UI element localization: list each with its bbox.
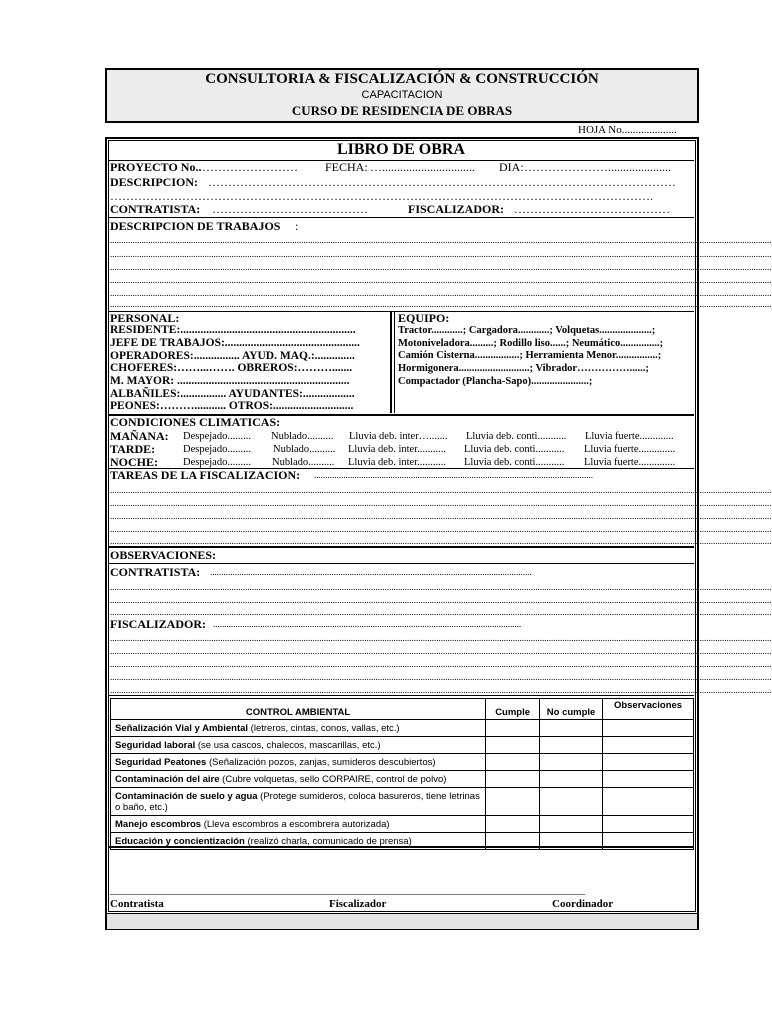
no-cumple-cell[interactable] (540, 737, 603, 754)
control-item-detail: (Protege sumideros, coloca basureros, tiene letrinas o baño, etc.) (115, 790, 480, 813)
clima-row-label: TARDE: (110, 442, 156, 456)
header-title: CONSULTORIA & FISCALIZACIÓN & CONSTRUCCIÓN (205, 71, 599, 87)
header-course: CURSO DE RESIDENCIA DE OBRAS (291, 103, 513, 118)
trabajos-line[interactable]: ...................................................................................................................................................................................................................................................................................................... (110, 249, 772, 259)
personal-row[interactable]: RESIDENTE:............................................................. (110, 324, 356, 336)
cumple-cell[interactable] (486, 737, 540, 754)
contratista-value[interactable]: ………………………………… (212, 202, 368, 216)
clima-option[interactable]: Lluvia deb. conti........... (464, 444, 565, 455)
cumple-cell[interactable] (486, 816, 540, 833)
observaciones-cell[interactable] (603, 720, 694, 737)
control-item-detail: (Señalización pozos, zanjas, sumideros descubiertos) (206, 756, 436, 768)
trabajos-line[interactable]: ...................................................................................................................................................................................................................................................................................................... (110, 288, 772, 298)
equipo-row[interactable]: Tractor............; Cargadora............; Volquetas....................; (398, 325, 656, 336)
tareas-line[interactable]: ...................................................................................................................................................................................................................................................................................................... (110, 536, 772, 546)
no-cumple-header: No cumple (540, 699, 603, 720)
obs-fiscalizador-line[interactable]: ...................................................................................................................................................................................................................................................................................................... (110, 633, 772, 643)
trabajos-line[interactable]: ...................................................................................................................................................................................................................................................................................................... (110, 299, 772, 309)
control-ambiental-table (110, 698, 694, 850)
observaciones-header: Observaciones (603, 699, 694, 720)
trabajos-line[interactable]: ...................................................................................................................................................................................................................................................................................................... (110, 235, 772, 245)
dia-value[interactable]: …………………..................... (524, 160, 671, 174)
trabajos-label: DESCRIPCION DE TRABAJOS (110, 219, 281, 233)
clima-row-label: NOCHE: (110, 455, 158, 469)
proyecto-value[interactable]: …………………… (202, 160, 298, 174)
header-subtitle: CAPACITACION (361, 89, 443, 101)
personal-row[interactable]: PEONES:………........... OTROS:............................ (110, 400, 354, 412)
control-row (111, 737, 694, 754)
tareas-line[interactable]: ...................................................................................................................................................................................................................................................................................................... (110, 511, 772, 521)
fields-divider (108, 217, 694, 218)
fecha-value[interactable]: …............................... (370, 160, 475, 174)
clima-option[interactable]: Lluvia deb. inter........... (348, 457, 446, 468)
obs-contratista-label: CONTRATISTA: (110, 565, 201, 579)
clima-option[interactable]: Lluvia fuerte.............. (584, 457, 676, 468)
signature-line[interactable]: _______________________________________________________________________________________________ (110, 885, 585, 896)
table-bottom-divider (108, 846, 694, 848)
clima-option[interactable]: Nublado.......... (271, 431, 334, 442)
trabajos-line[interactable]: ...................................................................................................................................................................................................................................................................................................... (110, 262, 772, 272)
obs-contratista-line[interactable]: ...................................................................................................................................................................................................................................................................................................... (110, 595, 772, 605)
control-item (111, 754, 486, 771)
clima-option[interactable]: Lluvia deb. conti........... (464, 457, 565, 468)
obs-fiscalizador-line[interactable]: ...................................................................................................................................................................................................................................................................................................... (110, 646, 772, 656)
no-cumple-cell[interactable] (540, 720, 603, 737)
control-item-title: Seguridad Peatones (115, 756, 207, 768)
fecha-label: FECHA: (325, 160, 368, 174)
equipo-row[interactable]: Hormigonera...........................; Vibrador……………......; (398, 363, 649, 374)
control-item-detail: (Cubre volquetas, sello CORPAIRE, control de polvo) (219, 773, 447, 785)
clima-option[interactable]: Lluvia fuerte............. (585, 431, 674, 442)
no-cumple-cell[interactable] (540, 788, 603, 816)
control-item-detail: (letreros, cintas, conos, vallas, etc.) (248, 722, 400, 734)
observaciones-divider (108, 563, 694, 564)
obs-fiscalizador-line[interactable]: ...................................................................................................................................................................................................................................................................................................... (110, 659, 772, 669)
observaciones-cell[interactable] (603, 771, 694, 788)
control-item (111, 788, 486, 816)
control-item-detail: (se usa cascos, chalecos, mascarillas, etc.) (195, 739, 381, 751)
control-item-title: Señalización Vial y Ambiental (115, 722, 249, 734)
control-item-title: Contaminación de suelo y agua (115, 790, 258, 802)
no-cumple-cell[interactable] (540, 754, 603, 771)
clima-row-label: MAÑANA: (110, 429, 169, 443)
control-row (111, 771, 694, 788)
fiscalizador-label: FISCALIZADOR: (408, 202, 505, 216)
cumple-cell[interactable] (486, 788, 540, 816)
equipo-title: EQUIPO: (398, 311, 450, 325)
control-item-title: Manejo escombros (115, 818, 202, 830)
control-item-detail: (realizó charla, comunicado de prensa) (244, 835, 412, 847)
control-item-title: Educación y concientización (115, 835, 245, 847)
clima-title: CONDICIONES CLIMATICAS: (110, 415, 281, 429)
signature-contratista: Contratista (110, 898, 164, 910)
tareas-value[interactable]: ............................................................................................................................ (314, 470, 593, 480)
personal-row[interactable]: CHOFERES:……...……. OBREROS:………....... (110, 362, 353, 374)
personal-row[interactable]: JEFE DE TRABAJOS:............................................... (110, 337, 360, 349)
descripcion-label: DESCRIPCION: (110, 175, 199, 189)
hoja-number: HOJA No.................... (578, 124, 677, 136)
clima-option[interactable]: Lluvia deb. inter........... (348, 444, 446, 455)
book-title: LIBRO DE OBRA (336, 141, 466, 158)
fiscalizador-value[interactable]: ………………………………… (514, 202, 670, 216)
obs-fiscalizador-line[interactable]: ...................................................................................................................................................................................................................................................................................................... (110, 685, 772, 695)
footer-strip (107, 913, 697, 929)
clima-option[interactable]: Lluvia deb. inter…....... (349, 431, 448, 442)
obs-contratista-line[interactable]: ...................................................................................................................................................................................................................................................................................................... (110, 607, 772, 617)
personal-row[interactable]: M. MAYOR: ............................................................ (110, 375, 350, 387)
obs-contratista-value[interactable]: ............................................................................................................................................... (210, 567, 532, 577)
clima-option[interactable]: Lluvia fuerte.............. (584, 444, 676, 455)
control-item-detail: (Lleva escombros a escombrera autorizada) (201, 818, 390, 830)
equipo-row[interactable]: Camión Cisterna.................; Herramienta Menor................; (398, 350, 662, 361)
clima-option[interactable]: Lluvia deb. conti........... (466, 431, 567, 442)
control-item (111, 771, 486, 788)
obs-fiscalizador-value[interactable]: ......................................................................................................................................... (213, 619, 522, 629)
observaciones-title: OBSERVACIONES: (110, 548, 217, 562)
observaciones-cell[interactable] (603, 816, 694, 833)
observaciones-bottom-divider (108, 695, 694, 696)
descripcion-line-2[interactable]: ………………………………………………………………………………………………………………………. (110, 189, 653, 203)
control-item-title: Seguridad laboral (115, 739, 196, 751)
clima-option[interactable]: Despejado......... (183, 457, 251, 468)
descripcion-value[interactable]: ……………………………………………………………………………………………………… (208, 175, 676, 189)
no-cumple-cell[interactable] (540, 816, 603, 833)
control-item (111, 737, 486, 754)
contratista-label: CONTRATISTA: (110, 202, 201, 216)
control-item-title: Contaminación del aire (115, 773, 220, 785)
equipo-row[interactable]: Compactador (Plancha-Sapo)......................; (398, 376, 593, 387)
clima-option[interactable]: Nublado.......... (272, 457, 335, 468)
control-row (111, 788, 694, 816)
tareas-line[interactable]: ...................................................................................................................................................................................................................................................................................................... (110, 485, 772, 495)
dia-label: DIA: (499, 160, 524, 174)
tareas-line[interactable]: ...................................................................................................................................................................................................................................................................................................... (110, 524, 772, 534)
cumple-header: Cumple (486, 699, 540, 720)
obs-fiscalizador-label: FISCALIZADOR: (110, 617, 207, 631)
no-cumple-cell[interactable] (540, 771, 603, 788)
trabajos-line[interactable]: ...................................................................................................................................................................................................................................................................................................... (110, 275, 772, 285)
proyecto-label: PROYECTO No.. (110, 160, 202, 174)
observaciones-cell[interactable] (603, 754, 694, 771)
control-row (111, 816, 694, 833)
clima-option[interactable]: Despejado......... (183, 431, 251, 442)
tareas-line[interactable]: ...................................................................................................................................................................................................................................................................................................... (110, 498, 772, 508)
cumple-cell[interactable] (486, 771, 540, 788)
equipo-row[interactable]: Motoniveladora.........; Rodillo liso......; Neumático...............; (398, 338, 664, 349)
tareas-label: TAREAS DE LA FISCALIZACION: (110, 468, 301, 482)
observaciones-cell[interactable] (603, 788, 694, 816)
obs-contratista-line[interactable]: ...................................................................................................................................................................................................................................................................................................... (110, 582, 772, 592)
control-header: CONTROL AMBIENTAL (111, 699, 486, 720)
control-header-row (111, 699, 694, 720)
cumple-cell[interactable] (486, 754, 540, 771)
clima-option[interactable]: Despejado......... (183, 444, 251, 455)
cumple-cell[interactable] (486, 720, 540, 737)
control-item (111, 816, 486, 833)
personal-row[interactable]: ALBAÑILES:................ AYUDANTES:.................. (110, 388, 355, 400)
control-row (111, 754, 694, 771)
obs-fiscalizador-line[interactable]: ...................................................................................................................................................................................................................................................................................................... (110, 672, 772, 682)
personal-title: PERSONAL: (110, 311, 180, 325)
control-item (111, 720, 486, 737)
control-row (111, 720, 694, 737)
personal-row[interactable]: OPERADORES:................ AYUD. MAQ.:.............. (110, 350, 355, 362)
trabajos-colon: : (295, 219, 299, 233)
clima-option[interactable]: Nublado.......... (273, 444, 336, 455)
observaciones-cell[interactable] (603, 737, 694, 754)
signature-fiscalizador: Fiscalizador (329, 898, 387, 910)
signature-coordinador: Coordinador (552, 898, 614, 910)
